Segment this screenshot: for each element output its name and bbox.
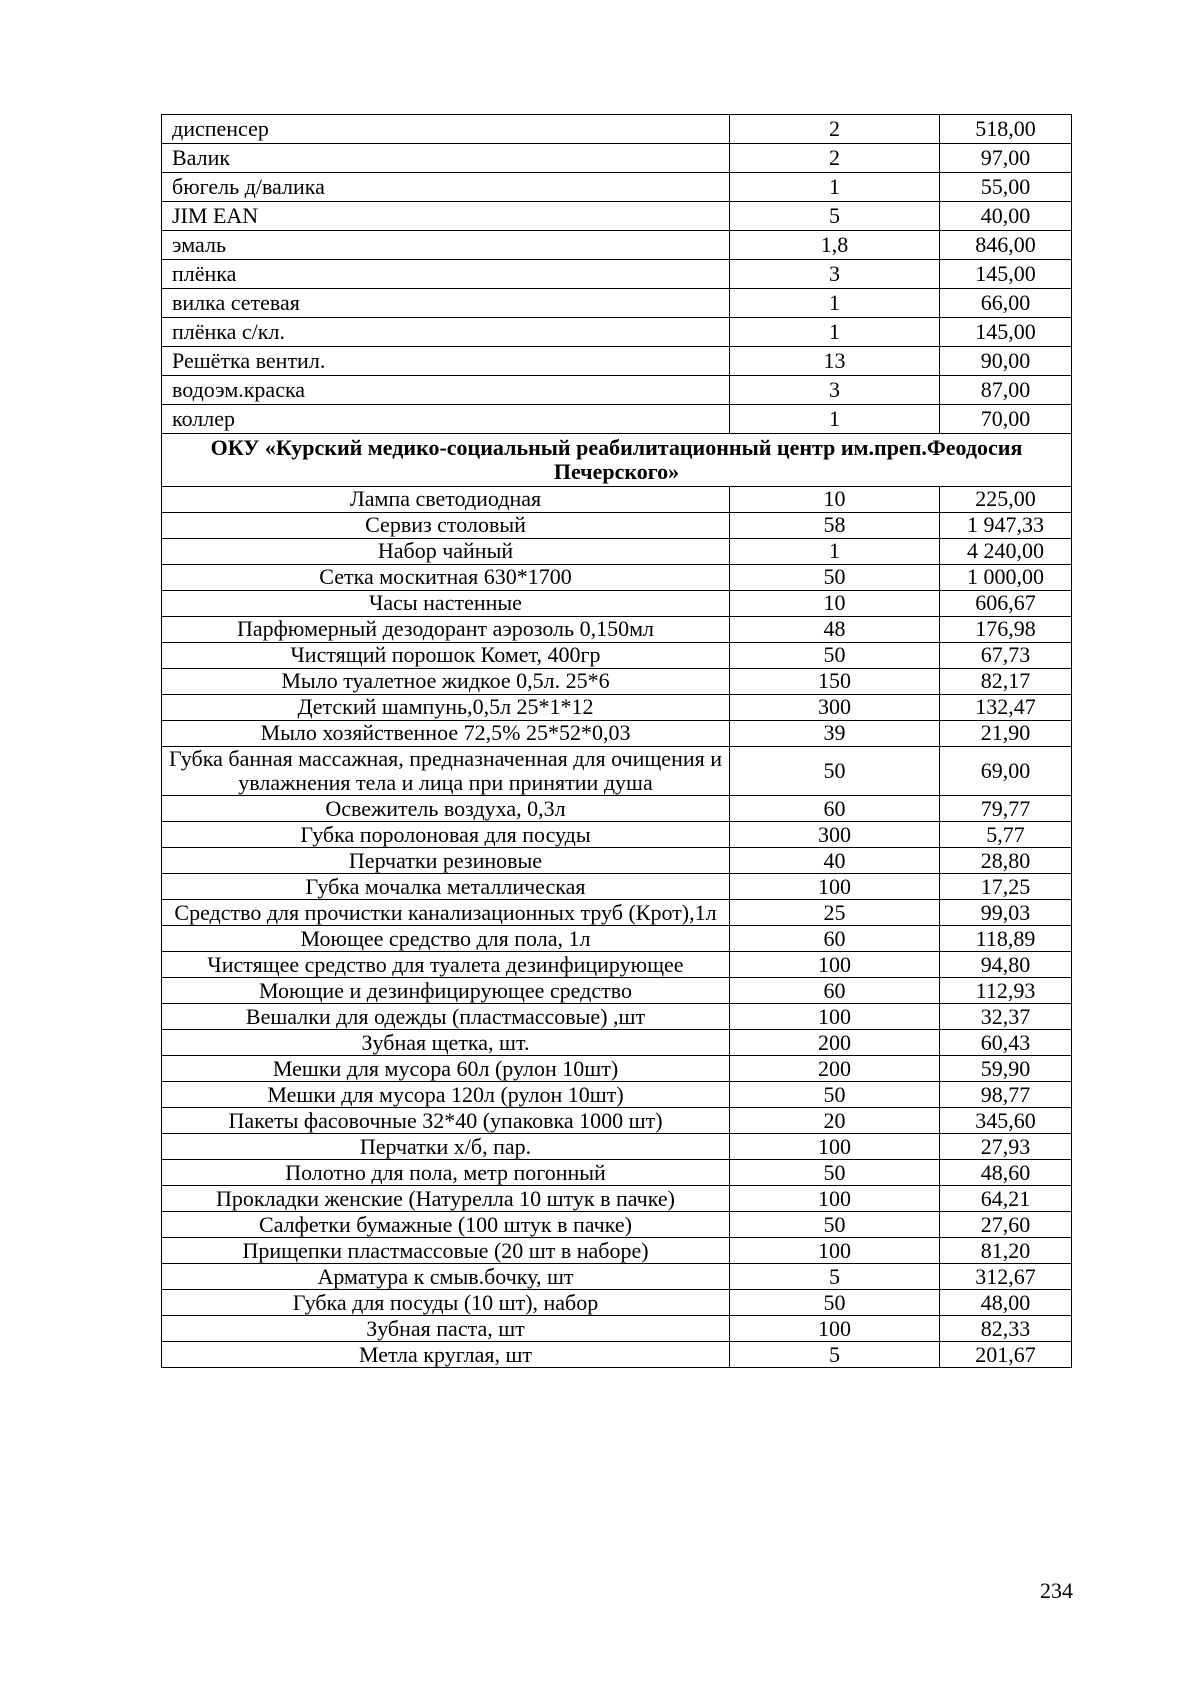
section-title: ОКУ «Курский медико-социальный реабилитационный центр им.преп.Феодосия Печерского» [162, 434, 1072, 487]
item-price-cell: 66,00 [940, 289, 1072, 318]
item-name-cell: эмаль [162, 231, 730, 260]
item-price-cell: 21,90 [940, 721, 1072, 747]
item-qty-cell: 5 [730, 202, 940, 231]
item-name-cell: Губка поролоновая для посуды [162, 822, 730, 848]
item-price-cell: 90,00 [940, 347, 1072, 376]
item-price-cell: 345,60 [940, 1108, 1072, 1134]
item-qty-cell: 50 [730, 1082, 940, 1108]
item-price-cell: 27,60 [940, 1212, 1072, 1238]
page-number: 234 [1040, 1578, 1073, 1603]
item-name-cell: Часы настенные [162, 591, 730, 617]
item-name-cell: диспенсер [162, 115, 730, 144]
item-name-cell: Чистящее средство для туалета дезинфицирующее [162, 952, 730, 978]
item-name-cell: Перчатки х/б, пар. [162, 1134, 730, 1160]
table-row [162, 1186, 1072, 1212]
goods-table [161, 114, 1072, 1368]
item-qty-cell: 10 [730, 591, 940, 617]
item-price-cell: 132,47 [940, 695, 1072, 721]
table-row [162, 643, 1072, 669]
table-row [162, 1030, 1072, 1056]
item-name-cell: плёнка [162, 260, 730, 289]
item-price-cell: 55,00 [940, 173, 1072, 202]
item-price-cell: 225,00 [940, 487, 1072, 513]
table-row [162, 848, 1072, 874]
item-qty-cell: 50 [730, 1212, 940, 1238]
item-qty-cell: 58 [730, 513, 940, 539]
item-qty-cell: 2 [730, 144, 940, 173]
item-qty-cell: 150 [730, 669, 940, 695]
item-qty-cell: 60 [730, 796, 940, 822]
item-price-cell: 87,00 [940, 376, 1072, 405]
item-price-cell: 5,77 [940, 822, 1072, 848]
item-qty-cell: 1 [730, 405, 940, 434]
item-qty-cell: 100 [730, 1186, 940, 1212]
item-price-cell: 48,00 [940, 1290, 1072, 1316]
item-name-cell: Арматура к смыв.бочку, шт [162, 1264, 730, 1290]
item-qty-cell: 60 [730, 978, 940, 1004]
item-qty-cell: 300 [730, 695, 940, 721]
table-row [162, 513, 1072, 539]
item-price-cell: 94,80 [940, 952, 1072, 978]
item-qty-cell: 100 [730, 874, 940, 900]
item-name-cell: Пакеты фасовочные 32*40 (упаковка 1000 шт) [162, 1108, 730, 1134]
table-row [162, 978, 1072, 1004]
item-price-cell: 518,00 [940, 115, 1072, 144]
item-name-cell: Зубная щетка, шт. [162, 1030, 730, 1056]
item-name-cell: Салфетки бумажные (100 штук в пачке) [162, 1212, 730, 1238]
item-price-cell: 82,33 [940, 1316, 1072, 1342]
table-row [162, 874, 1072, 900]
item-price-cell: 79,77 [940, 796, 1072, 822]
table-row [162, 1290, 1072, 1316]
item-price-cell: 60,43 [940, 1030, 1072, 1056]
item-price-cell: 40,00 [940, 202, 1072, 231]
table-row [162, 565, 1072, 591]
item-qty-cell: 39 [730, 721, 940, 747]
item-name-cell: Моющее средство для пола, 1л [162, 926, 730, 952]
item-name-cell: бюгель д/валика [162, 173, 730, 202]
item-name-cell: Сетка москитная 630*1700 [162, 565, 730, 591]
item-name-cell: Прищепки пластмассовые (20 шт в наборе) [162, 1238, 730, 1264]
table-row [162, 1238, 1072, 1264]
item-name-cell: Метла круглая, шт [162, 1342, 730, 1368]
item-name-cell: Вешалки для одежды (пластмассовые) ,шт [162, 1004, 730, 1030]
item-name-cell: Чистящий порошок Комет, 400гр [162, 643, 730, 669]
table-row [162, 1212, 1072, 1238]
table-row [162, 1004, 1072, 1030]
item-name-cell: Средство для прочистки канализационных труб (Крот),1л [162, 900, 730, 926]
table-row [162, 747, 1072, 796]
table-row [162, 1108, 1072, 1134]
item-qty-cell: 5 [730, 1342, 940, 1368]
item-price-cell: 27,93 [940, 1134, 1072, 1160]
table-row [162, 1316, 1072, 1342]
item-qty-cell: 100 [730, 1316, 940, 1342]
table-row [162, 695, 1072, 721]
table-row [162, 1160, 1072, 1186]
item-name-cell: коллер [162, 405, 730, 434]
table-row [162, 1264, 1072, 1290]
item-qty-cell: 100 [730, 1238, 940, 1264]
item-qty-cell: 10 [730, 487, 940, 513]
item-name-cell: Освежитель воздуха, 0,3л [162, 796, 730, 822]
item-price-cell: 99,03 [940, 900, 1072, 926]
table-row [162, 260, 1072, 289]
item-name-cell: Мыло хозяйственное 72,5% 25*52*0,03 [162, 721, 730, 747]
table-group-2 [162, 487, 1072, 1368]
item-name-cell: водоэм.краска [162, 376, 730, 405]
item-name-cell: Прокладки женские (Натурелла 10 штук в пачке) [162, 1186, 730, 1212]
item-price-cell: 176,98 [940, 617, 1072, 643]
table-row [162, 1056, 1072, 1082]
item-qty-cell: 13 [730, 347, 940, 376]
item-name-cell: Губка банная массажная, предназначенная для очищения и увлажнения тела и лица при принятии душа [162, 747, 730, 796]
item-qty-cell: 100 [730, 1134, 940, 1160]
item-qty-cell: 100 [730, 1004, 940, 1030]
table-row [162, 952, 1072, 978]
item-price-cell: 312,67 [940, 1264, 1072, 1290]
item-name-cell: Решётка вентил. [162, 347, 730, 376]
item-qty-cell: 1 [730, 173, 940, 202]
item-qty-cell: 60 [730, 926, 940, 952]
item-price-cell: 28,80 [940, 848, 1072, 874]
item-name-cell: Детский шампунь,0,5л 25*1*12 [162, 695, 730, 721]
item-price-cell: 32,37 [940, 1004, 1072, 1030]
item-qty-cell: 5 [730, 1264, 940, 1290]
item-qty-cell: 50 [730, 1160, 940, 1186]
item-qty-cell: 50 [730, 565, 940, 591]
item-price-cell: 145,00 [940, 318, 1072, 347]
table-row [162, 376, 1072, 405]
item-price-cell: 606,67 [940, 591, 1072, 617]
table-row [162, 318, 1072, 347]
item-qty-cell: 25 [730, 900, 940, 926]
table-row [162, 539, 1072, 565]
item-price-cell: 17,25 [940, 874, 1072, 900]
item-qty-cell: 40 [730, 848, 940, 874]
item-qty-cell: 50 [730, 747, 940, 796]
item-price-cell: 70,00 [940, 405, 1072, 434]
item-qty-cell: 100 [730, 952, 940, 978]
item-qty-cell: 50 [730, 643, 940, 669]
table-row [162, 405, 1072, 434]
item-name-cell: Валик [162, 144, 730, 173]
item-price-cell: 201,67 [940, 1342, 1072, 1368]
table-row [162, 926, 1072, 952]
item-name-cell: Перчатки резиновые [162, 848, 730, 874]
item-price-cell: 64,21 [940, 1186, 1072, 1212]
item-name-cell: Лампа светодиодная [162, 487, 730, 513]
item-name-cell: Губка мочалка металлическая [162, 874, 730, 900]
table-row [162, 669, 1072, 695]
item-name-cell: Набор чайный [162, 539, 730, 565]
item-qty-cell: 1 [730, 289, 940, 318]
item-price-cell: 145,00 [940, 260, 1072, 289]
item-price-cell: 97,00 [940, 144, 1072, 173]
item-name-cell: Полотно для пола, метр погонный [162, 1160, 730, 1186]
item-qty-cell: 200 [730, 1056, 940, 1082]
item-price-cell: 4 240,00 [940, 539, 1072, 565]
table-row [162, 1342, 1072, 1368]
item-price-cell: 59,90 [940, 1056, 1072, 1082]
item-price-cell: 118,89 [940, 926, 1072, 952]
item-price-cell: 81,20 [940, 1238, 1072, 1264]
item-price-cell: 48,60 [940, 1160, 1072, 1186]
item-price-cell: 82,17 [940, 669, 1072, 695]
item-qty-cell: 3 [730, 260, 940, 289]
table-row [162, 202, 1072, 231]
item-name-cell: JIM EAN [162, 202, 730, 231]
item-price-cell: 112,93 [940, 978, 1072, 1004]
item-name-cell: Сервиз столовый [162, 513, 730, 539]
section-header-row [162, 434, 1072, 487]
table-row [162, 900, 1072, 926]
table-row [162, 1082, 1072, 1108]
table-row [162, 822, 1072, 848]
item-price-cell: 846,00 [940, 231, 1072, 260]
table-row [162, 289, 1072, 318]
item-qty-cell: 2 [730, 115, 940, 144]
item-qty-cell: 1 [730, 539, 940, 565]
table-row [162, 617, 1072, 643]
item-name-cell: Мешки для мусора 120л (рулон 10шт) [162, 1082, 730, 1108]
item-name-cell: Мешки для мусора 60л (рулон 10шт) [162, 1056, 730, 1082]
item-name-cell: Зубная паста, шт [162, 1316, 730, 1342]
item-qty-cell: 48 [730, 617, 940, 643]
table-row [162, 231, 1072, 260]
item-name-cell: Мыло туалетное жидкое 0,5л. 25*6 [162, 669, 730, 695]
table-row [162, 1134, 1072, 1160]
item-price-cell: 1 947,33 [940, 513, 1072, 539]
item-qty-cell: 50 [730, 1290, 940, 1316]
item-name-cell: Моющие и дезинфицирующее средство [162, 978, 730, 1004]
item-name-cell: плёнка с/кл. [162, 318, 730, 347]
item-price-cell: 98,77 [940, 1082, 1072, 1108]
table-row [162, 173, 1072, 202]
table-row [162, 796, 1072, 822]
item-qty-cell: 20 [730, 1108, 940, 1134]
item-qty-cell: 1 [730, 318, 940, 347]
item-name-cell: Губка для посуды (10 шт), набор [162, 1290, 730, 1316]
item-name-cell: вилка сетевая [162, 289, 730, 318]
item-qty-cell: 1,8 [730, 231, 940, 260]
item-price-cell: 67,73 [940, 643, 1072, 669]
item-qty-cell: 3 [730, 376, 940, 405]
item-price-cell: 69,00 [940, 747, 1072, 796]
item-qty-cell: 300 [730, 822, 940, 848]
table-section [162, 434, 1072, 487]
table-row [162, 144, 1072, 173]
table-row [162, 721, 1072, 747]
table-group-1 [162, 115, 1072, 434]
table-row [162, 591, 1072, 617]
item-price-cell: 1 000,00 [940, 565, 1072, 591]
table-row [162, 347, 1072, 376]
item-name-cell: Парфюмерный дезодорант аэрозоль 0,150мл [162, 617, 730, 643]
item-qty-cell: 200 [730, 1030, 940, 1056]
table-row [162, 115, 1072, 144]
table-row [162, 487, 1072, 513]
